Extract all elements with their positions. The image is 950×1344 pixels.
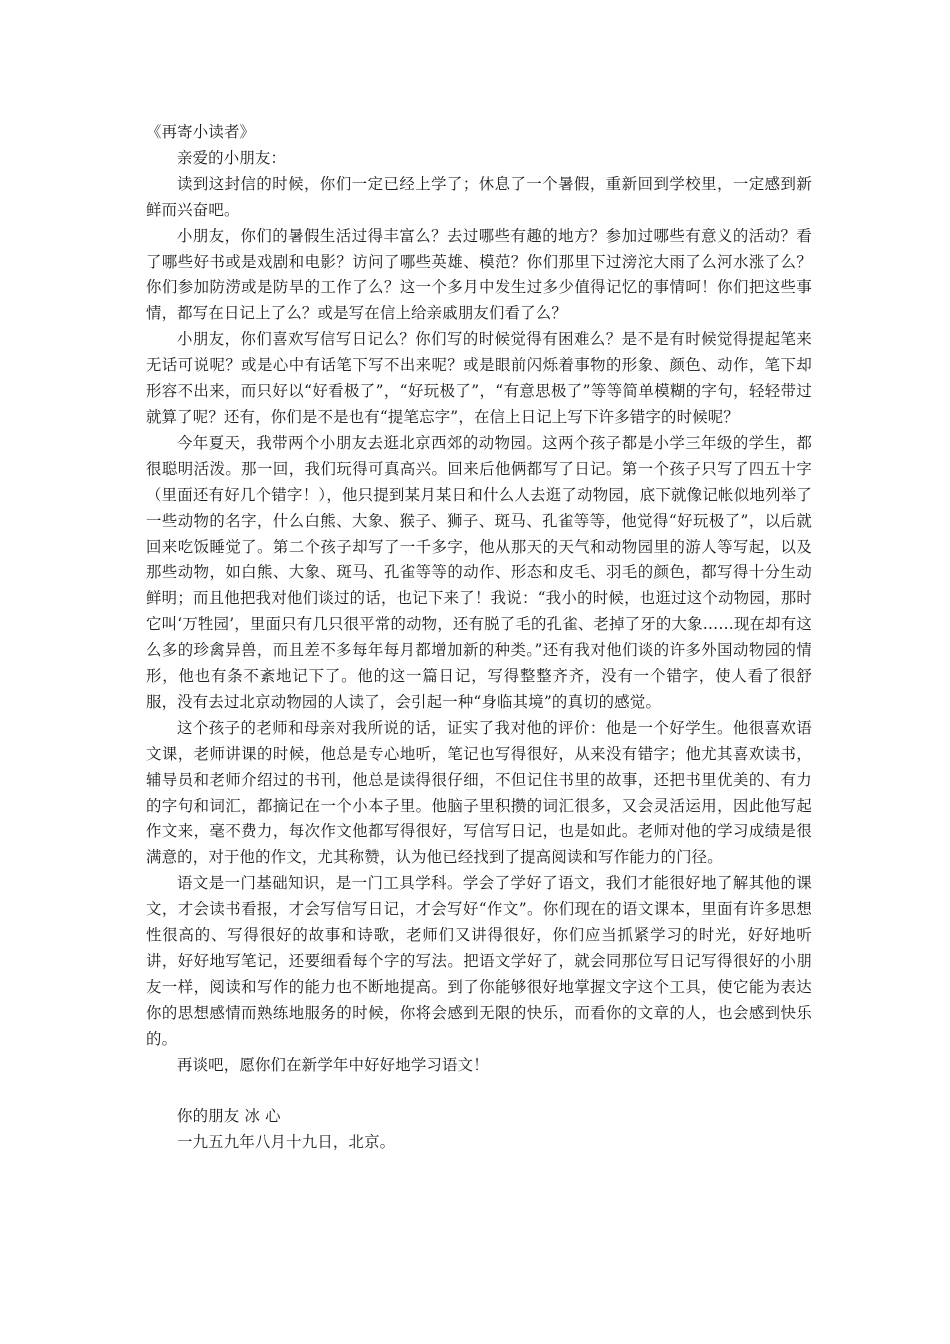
letter-salutation: 亲爱的小朋友： xyxy=(177,148,287,167)
letter-title: 《再寄小读者》 xyxy=(146,123,256,141)
letter-paragraph-2: 小朋友，你们的暑假生活过得丰富么？去过哪些有趣的地方？参加过哪些有意义的活动？看了哪些好书或是戏剧和电影？访问了哪些英雄、模范？你们那里下过滂沱大雨了么河水涨了么？你们参加防涝或是防旱的工作了么？这一个多月中发生过多少值得记忆的事情呵！你们把这些事情，都写在日记上了么？或是写在信上给亲戚朋友们看了么？ xyxy=(146,226,812,323)
letter-paragraph-6: 语文是一门基础知识，是一门工具学科。学会了学好了语文，我们才能很好地了解其他的课文，才会读书看报，才会写信写日记，才会写好“作文”。你们现在的语文课本，里面有许多思想性很高的、写得很好的故事和诗歌，老师们又讲得很好，你们应当抓紧学习的时光，好好地听讲，好好地写笔记，还要细看每个字的写法。把语文学好了，就会同那位写日记写得很好的小朋友一样，阅读和写作的能力也不断地提高。到了你能够很好地掌握文字这个工具，使它能为表达你的思想感情而熟练地服务的时候，你将会感到无限的快乐，而看你的文章的人，也会感到快乐的。 xyxy=(146,874,812,1048)
blank-line xyxy=(146,1079,812,1105)
letter-closing: 再谈吧，愿你们在新学年中好好地学习语文！ xyxy=(177,1055,489,1074)
letter-date-place: 一九五九年八月十九日，北京。 xyxy=(177,1133,396,1152)
letter-paragraph-5: 这个孩子的老师和母亲对我所说的话，证实了我对他的评价：他是一个好学生。他很喜欢语文课，老师讲课的时候，他总是专心地听，笔记也写得很好，从来没有错字；他尤其喜欢读书，辅导员和老师介绍过的书刊，他总是读得很仔细，不但记住书里的故事，还把书里优美的、有力的字句和词汇，都摘记在一个小本子里。他脑子里积攒的词汇很多，又会灵活运用，因此他写起作文来，毫不费力，每次作文他都写得很好，写信写日记，也是如此。老师对他的学习成绩是很满意的，对于他的作文，尤其称赞，认为他已经找到了提高阅读和写作能力的门径。 xyxy=(146,718,812,867)
letter-signature: 你的朋友 冰 心 xyxy=(177,1107,281,1126)
letter-page xyxy=(146,120,812,1156)
letter-paragraph-1: 读到这封信的时候，你们一定已经上学了；休息了一个暑假，重新回到学校里，一定感到新鲜而兴奋吧。 xyxy=(146,174,812,219)
letter-paragraph-3: 小朋友，你们喜欢写信写日记么？你们写的时候觉得有困难么？是不是有时候觉得提起笔来无话可说呢？或是心中有话笔下写不出来呢？或是眼前闪烁着事物的形象、颜色、动作，笔下却形容不出来，而只好以“好看极了”，“好玩极了”，“有意思极了”等等简单模糊的字句，轻轻带过就算了呢？还有，你们是不是也有“提笔忘字”，在信上日记上写下许多错字的时候呢？ xyxy=(146,330,812,426)
letter-paragraph-4: 今年夏天，我带两个小朋友去逛北京西郊的动物园。这两个孩子都是小学三年级的学生，都很聪明活泼。那一回，我们玩得可真高兴。回来后他俩都写了日记。第一个孩子只写了四五十字（里面还有好几个错字！），他只提到某月某日和什么人去逛了动物园，底下就像记帐似地列举了一些动物的名字，什么白熊、大象、猴子、狮子、斑马、孔雀等等，他觉得“好玩极了”，以后就回来吃饭睡觉了。第二个孩子却写了一千多字，他从那天的天气和动物园里的游人等写起，以及那些动物，如白熊、大象、斑马、孔雀等等的动作、形态和皮毛、羽毛的颜色，都写得十分生动鲜明；而且他把我对他们谈过的话，也记下来了！我说：“我小的时候，也逛过这个动物园，那时它叫‘万牲园’，里面只有几只很平常的动物，还有脱了毛的孔雀、老掉了牙的大象……现在却有这么多的珍禽异兽，而且差不多每年每月都增加新的种类。”还有我对他们谈的许多外国动物园的情形，他也有条不紊地记下了。他的这一篇日记，写得整整齐齐，没有一个错字，使人看了很舒服，没有去过北京动物园的人读了，会引起一种“身临其境”的真切的感觉。 xyxy=(146,433,812,711)
